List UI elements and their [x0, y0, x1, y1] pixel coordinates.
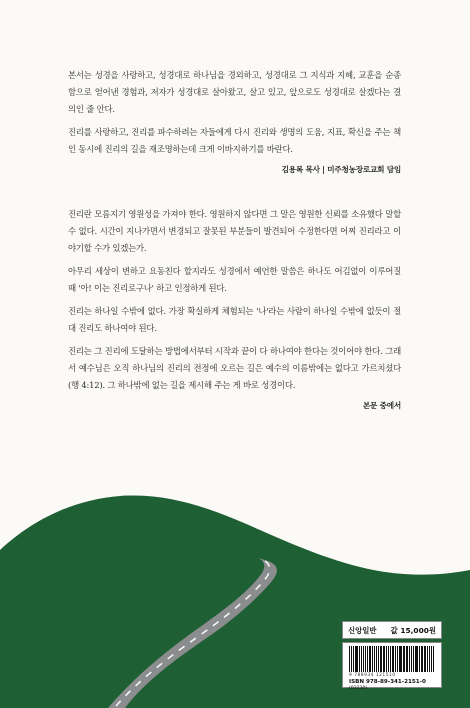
excerpt-source: 본문 중에서 [362, 401, 401, 410]
barcode-bar [386, 646, 387, 672]
barcode-bar [378, 646, 379, 672]
excerpt-paragraph: 진리는 그 진리에 도달하는 방법에서부터 시작과 끝이 다 하나여야 한다는 것이어야 한다. 그래서 예수님은 오직 하나님의 진리의 전정에 오르는 길은 예수의 이름밖에는 없다고 가르치셨다(행 4:12). 그 하나밖에 없는 길을 제시해 주는 게 바로 성경이다. [68, 346, 401, 390]
barcode-bar [383, 646, 384, 672]
barcode-bar [400, 646, 401, 672]
barcode-bar [367, 646, 368, 672]
barcode-bar [404, 646, 405, 672]
excerpt-section [68, 206, 401, 411]
barcode-bar [409, 646, 410, 672]
recommender-signature: 김용복 목사 | 미주청농장로교회 담임 [281, 165, 401, 174]
excerpt-paragraph: 진리는 하나일 수밖에 없다. 가장 확실하게 체험되는 '나'라는 사람이 하나일 수밖에 없듯이 절대 진리도 하나여야 된다. [68, 306, 401, 333]
barcode-bar [355, 646, 356, 672]
excerpt-paragraph: 진리란 모름지기 영원성을 가져야 한다. 영원하지 않다면 그 말은 영원한 신뢰를 소유했다 말할 수 없다. 시간이 지나가면서 변경되고 잘못된 부분들이 발견되어 수정한다면 어찌 진리라고 이야기할 수가 있겠는가. [68, 209, 401, 253]
barcode-bar [427, 646, 428, 672]
barcode-box [342, 642, 442, 691]
recommendation-section [68, 67, 401, 175]
barcode-bar [369, 646, 371, 672]
recommendation-paragraph: 본서는 성경을 사랑하고, 성경대로 하나님을 경외하고, 성경대로 그 지식과 지혜, 교훈을 순종함으로 얻어낸 경험과, 저자가 성경대로 살아왔고, 살고 있고, 앞으로도 성경대로 살겠다는 결의인 줄 안다. [68, 70, 401, 114]
barcode-bar [397, 646, 398, 672]
barcode-bar [384, 646, 385, 672]
recommendation-paragraph: 진리를 사랑하고, 진리를 파수하려는 자들에게 다시 진리와 생명의 도움, 지표, 확신을 주는 책인 동시에 진리의 길을 재조명하는데 크게 이바지하기를 바란다. [68, 127, 401, 154]
barcode-bar [376, 646, 377, 672]
barcode-bar [380, 646, 382, 672]
excerpt-paragraph: 아무리 세상이 변하고 요동친다 할지라도 성경에서 예언한 말씀은 하나도 어김없이 이루어질 때 '아! 이는 진리로구나' 하고 인정하게 된다. [68, 266, 401, 293]
barcode-bar [411, 646, 412, 672]
barcode-bar [372, 646, 373, 672]
price-box [342, 621, 442, 639]
barcode-bar [361, 646, 362, 672]
barcode-bar [351, 646, 352, 672]
barcode-bar [403, 646, 404, 672]
barcode-bar [399, 646, 400, 672]
barcode-bar [431, 646, 432, 672]
barcode-bar [356, 646, 358, 672]
book-price: 값 15,000원 [390, 625, 436, 635]
barcode-bar [349, 646, 350, 672]
barcode-bar [419, 646, 420, 672]
barcode-bar [416, 646, 417, 672]
barcode-bar [388, 646, 389, 672]
barcode-bar [415, 646, 416, 672]
barcode-bar [424, 646, 425, 672]
isbn-number: ISBN 978-89-341-2151-0 [349, 679, 426, 685]
barcode-bar [359, 646, 360, 672]
barcode-bars [349, 646, 435, 672]
book-category: 신앙일반 [348, 625, 377, 635]
barcode-bar [365, 646, 366, 672]
barcode-bar [421, 646, 423, 672]
barcode-bar [413, 646, 414, 672]
barcode-bar [363, 646, 364, 672]
barcode-bar [374, 646, 375, 672]
barcode-bar [406, 646, 408, 672]
barcode-digits: 9 788934 121510 [349, 673, 396, 678]
barcode-bar [425, 646, 426, 672]
isbn-suffix: (03230) [349, 686, 368, 691]
isbn-line [349, 679, 435, 691]
barcode-bar [390, 646, 391, 672]
barcode-bar [395, 646, 396, 672]
barcode-bar [392, 646, 394, 672]
barcode-bar [429, 646, 430, 672]
barcode-bar [353, 646, 354, 672]
barcode-bar [433, 646, 434, 672]
